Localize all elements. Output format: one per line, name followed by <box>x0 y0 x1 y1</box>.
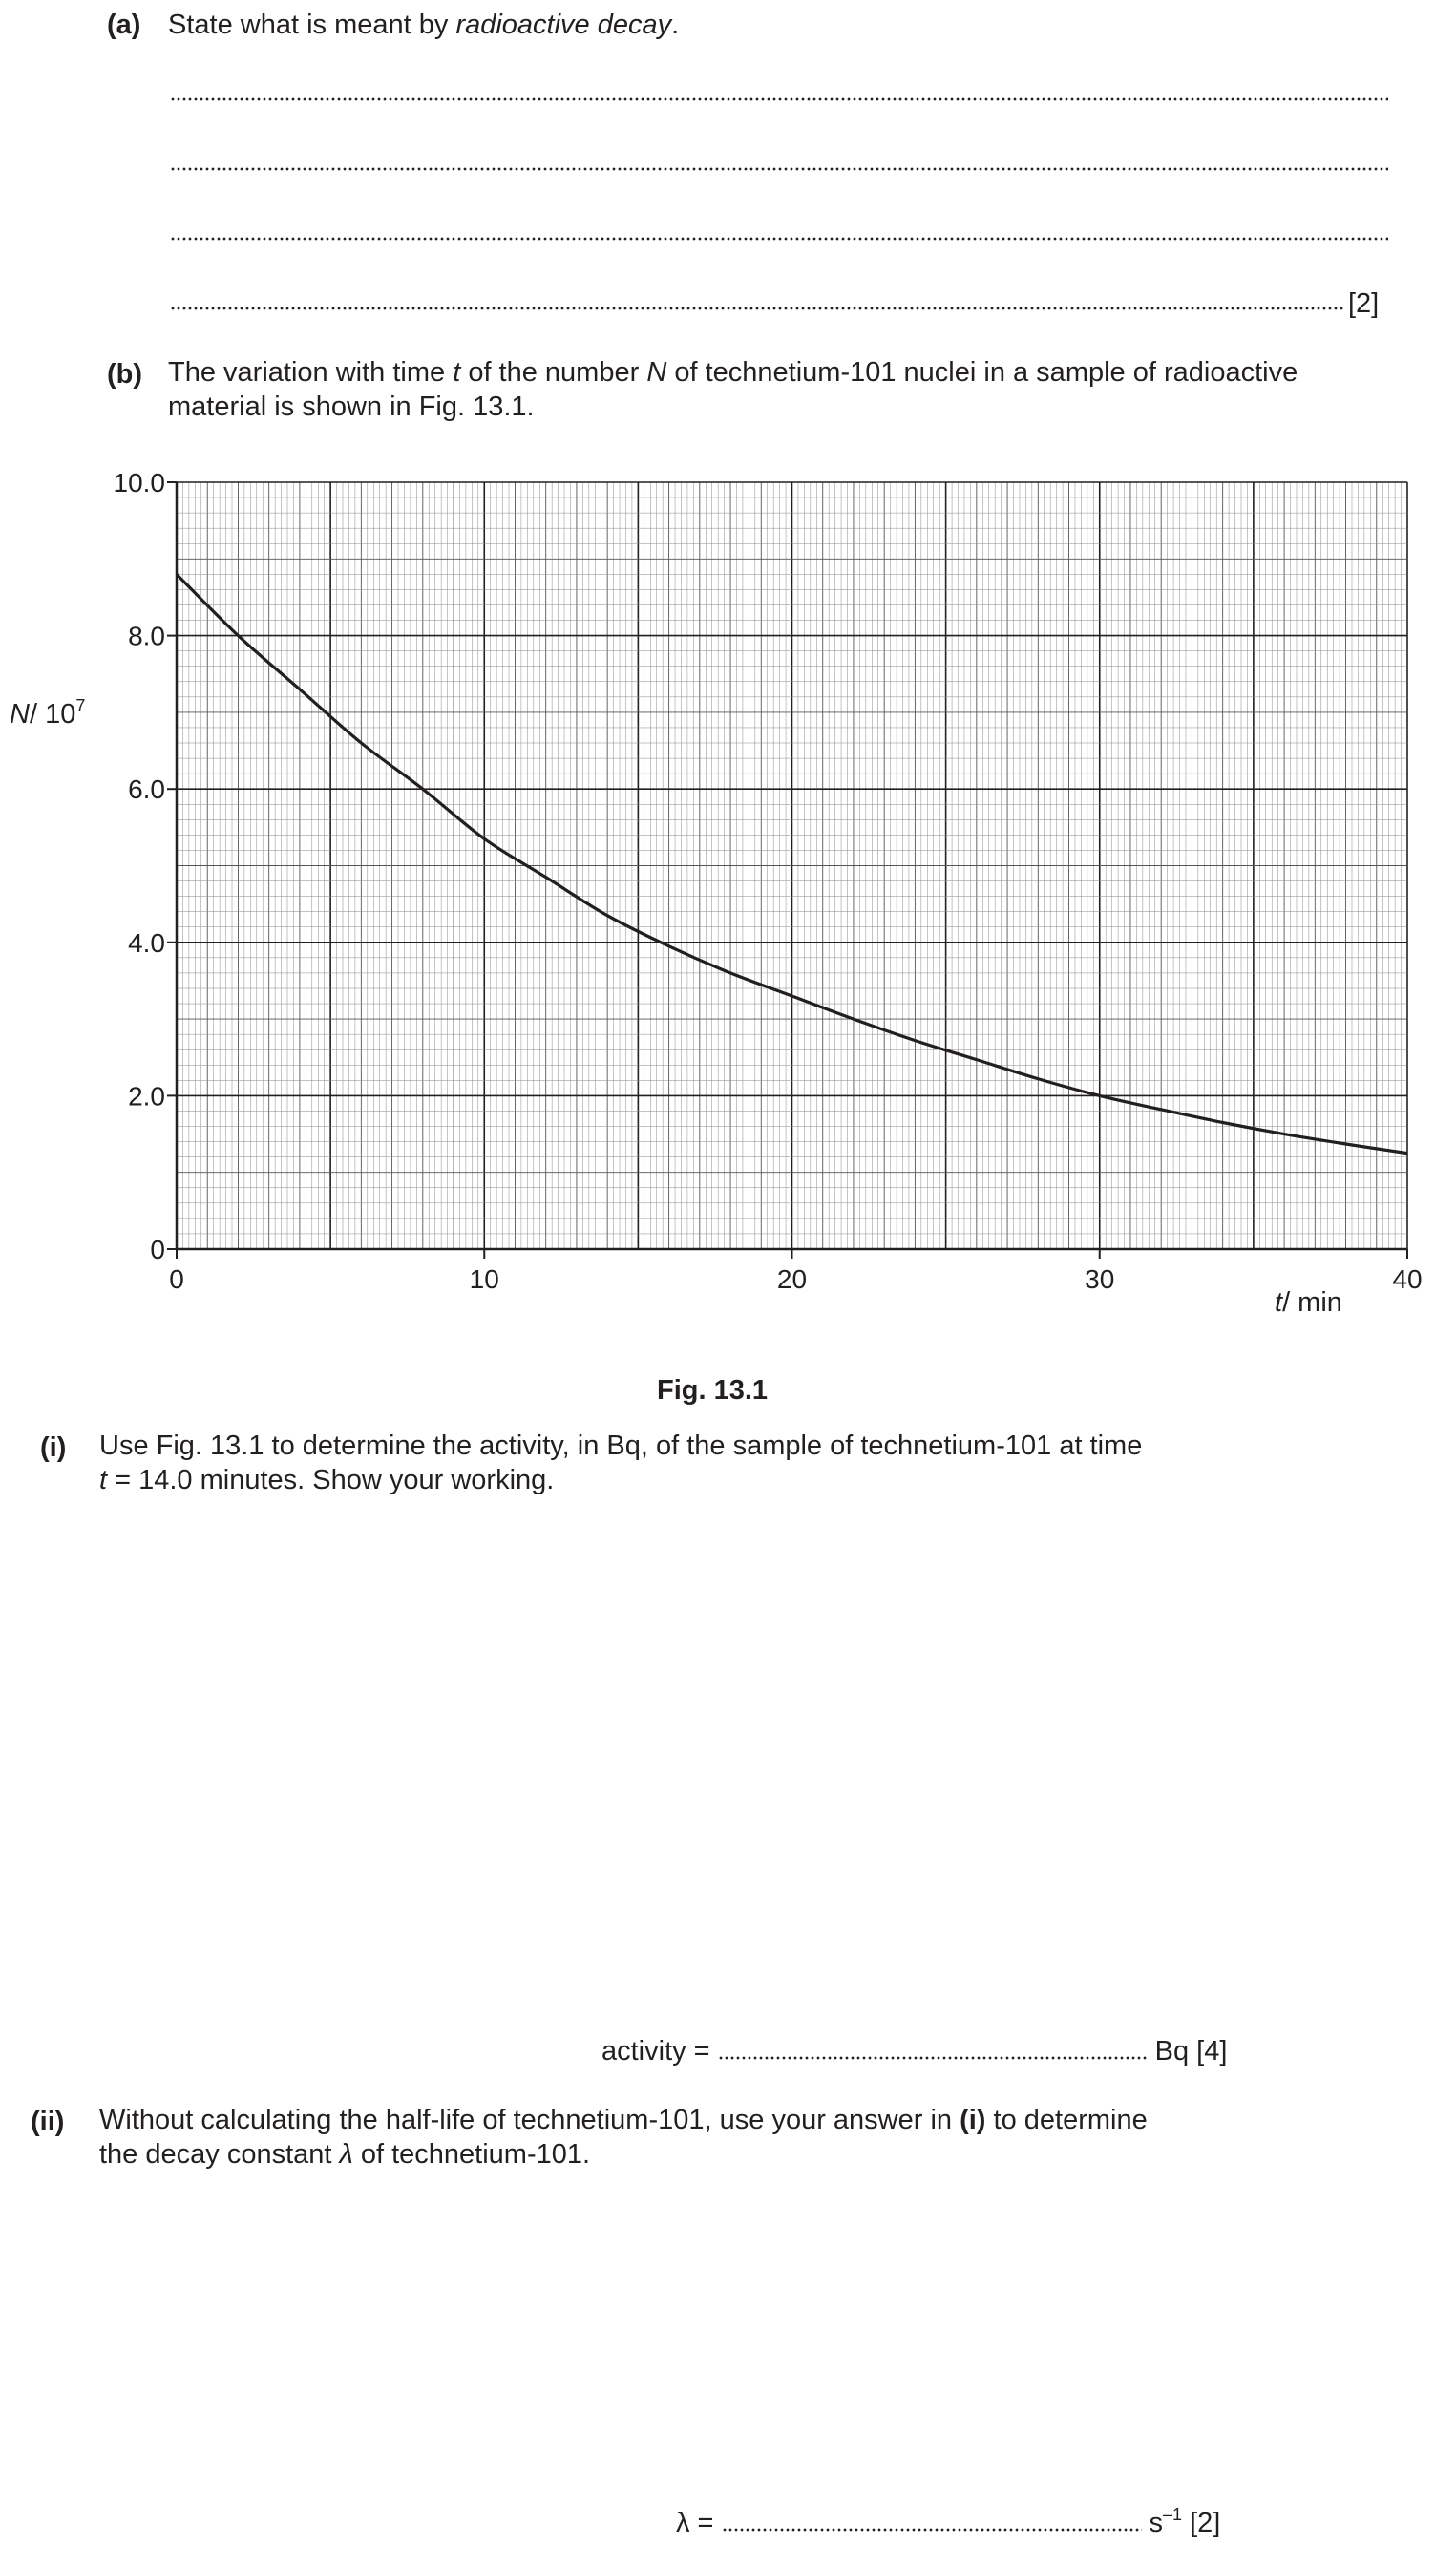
x-axis-var: t <box>1275 1287 1283 1318</box>
answer-line-a-4[interactable] <box>170 307 1344 310</box>
y-tick-label: 8.0 <box>128 621 165 651</box>
lambda-answer-row <box>676 2505 1221 2539</box>
activity-answer-unit: Bq [4] <box>1154 2036 1228 2067</box>
y-axis-exp: 7 <box>75 696 86 715</box>
y-tick-label: 4.0 <box>128 927 165 958</box>
part-ii-lambda: λ <box>339 2139 353 2170</box>
part-a-question-end: . <box>671 10 680 40</box>
part-i-text <box>99 1429 1142 1497</box>
part-ii-line-1c: to determine <box>993 2105 1148 2135</box>
lambda-answer-unit-exp: –1 <box>1163 2505 1183 2524</box>
part-i-line-1: Use Fig. 13.1 to determine the activity, in Bq, of the sample of technetium-101 at time <box>99 1431 1143 1461</box>
chart-grid <box>177 482 1407 1249</box>
y-axis-unit: / 10 <box>29 699 76 730</box>
part-i-label: (i) <box>40 1432 67 1463</box>
decay-chart <box>0 458 1456 1432</box>
y-tick-label: 2.0 <box>128 1081 165 1112</box>
y-tick-label: 6.0 <box>128 774 165 805</box>
x-tick-label: 30 <box>1085 1264 1115 1294</box>
part-a-label: (a) <box>107 10 141 40</box>
activity-answer-row <box>601 2036 1227 2067</box>
part-i-line-2: = 14.0 minutes. Show your working. <box>107 1465 555 1495</box>
answer-line-a-3[interactable] <box>170 237 1388 241</box>
figure-caption: Fig. 13.1 <box>657 1375 769 1406</box>
part-a-question-text: State what is meant by <box>168 10 449 40</box>
x-tick-label: 0 <box>169 1264 184 1294</box>
part-ii-ref-i: (i) <box>960 2105 986 2135</box>
lambda-answer-unit: s <box>1149 2508 1163 2538</box>
answer-line-a-1[interactable] <box>170 97 1388 101</box>
lambda-answer-marks: [2] <box>1190 2508 1221 2538</box>
activity-answer-label: activity = <box>601 2036 710 2067</box>
y-axis-var: N <box>10 699 30 730</box>
part-b-text-1a: The variation with time <box>168 357 446 388</box>
part-i-var-t: t <box>99 1465 108 1495</box>
part-b-text-1c: of the number <box>468 357 640 388</box>
activity-answer-field[interactable] <box>718 2056 1148 2060</box>
part-b-var-n: N <box>646 357 667 388</box>
x-tick-label: 20 <box>776 1264 808 1294</box>
part-a-marks: [2] <box>1348 288 1380 319</box>
x-tick-label: 10 <box>469 1264 499 1294</box>
part-b-var-t: t <box>453 357 461 388</box>
part-ii-text <box>99 2103 1148 2172</box>
part-a-question-term: radioactive decay <box>455 10 672 40</box>
y-tick-label: 10.0 <box>113 468 165 498</box>
part-b-text-1e: of technetium-101 nuclei in a sample of radioactive <box>674 357 1298 388</box>
lambda-answer-label: λ = <box>676 2508 714 2538</box>
x-tick-label: 40 <box>1392 1264 1423 1294</box>
answer-line-a-2[interactable] <box>170 167 1388 171</box>
y-tick-label: 0 <box>150 1235 165 1264</box>
part-ii-line-2c: of technetium-101. <box>360 2139 591 2170</box>
part-b-label: (b) <box>107 359 143 390</box>
part-ii-line-2a: the decay constant <box>99 2139 332 2170</box>
part-ii-line-1a: Without calculating the half-life of technetium-101, use your answer in <box>99 2105 953 2135</box>
y-axis-label <box>10 696 85 730</box>
part-a-question <box>168 10 679 41</box>
x-axis-unit: / min <box>1282 1287 1342 1318</box>
lambda-answer-field[interactable] <box>722 2528 1142 2532</box>
x-axis-label <box>1275 1287 1342 1318</box>
part-b-text-2: material is shown in Fig. 13.1. <box>168 392 535 422</box>
part-b-text <box>168 355 1392 424</box>
part-ii-label: (ii) <box>31 2107 65 2137</box>
